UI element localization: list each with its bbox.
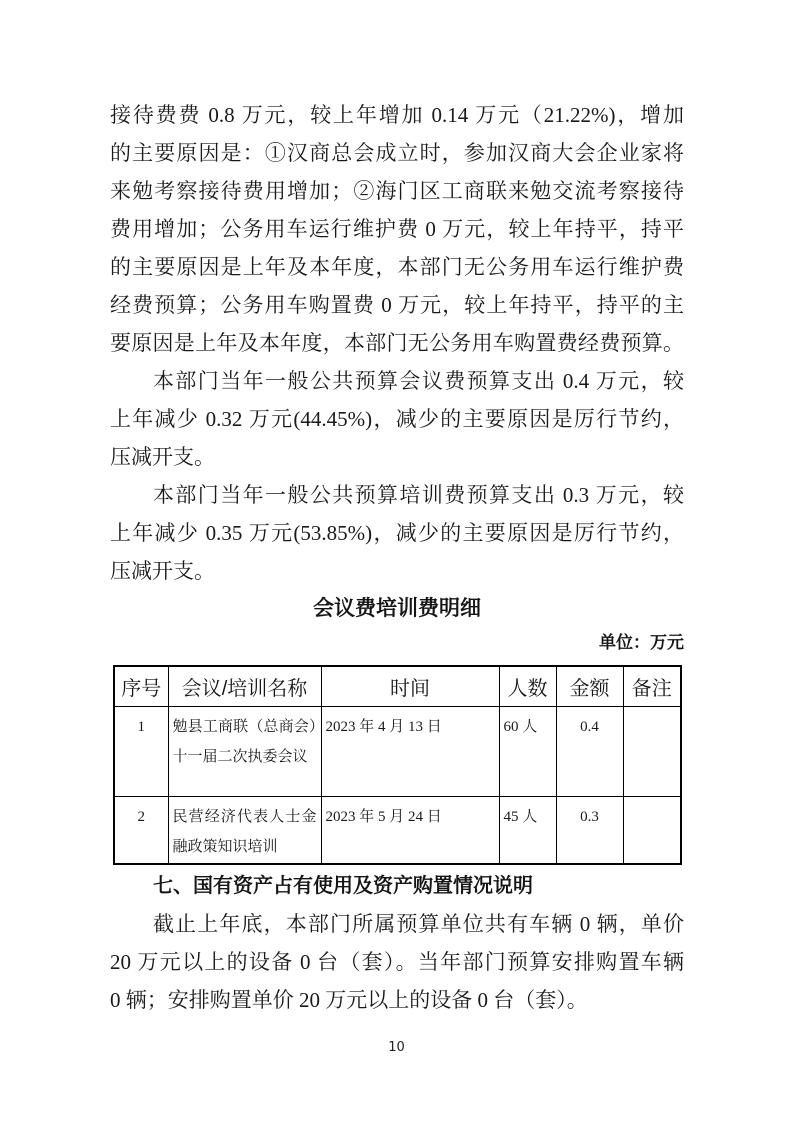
section-heading-state-assets: 七、国有资产占有使用及资产购置情况说明 — [153, 875, 533, 897]
column-header-serial: 序号 — [114, 666, 168, 706]
cell-serial: 1 — [114, 706, 168, 796]
cell-name: 民营经济代表人士金融政策知识培训 — [168, 796, 321, 864]
table-row — [114, 706, 681, 796]
paragraph-line: 上年减少 0.35 万元(53.85%)，减少的主要原因是厉行节约， — [110, 521, 684, 545]
expense-explanation-section — [110, 96, 684, 590]
paragraph-line: 本部门当年一般公共预算会议费预算支出 0.4 万元，较 — [153, 369, 684, 393]
cell-people: 60 人 — [499, 706, 556, 796]
paragraph-line: 的主要原因是上年及本年度，本部门无公务用车运行维护费 — [110, 255, 684, 279]
paragraph-line: 压减开支。 — [110, 445, 215, 469]
page-number: 10 — [388, 1040, 405, 1055]
column-header-people: 人数 — [499, 666, 556, 706]
unit-label: 单位：万元 — [599, 633, 684, 652]
cell-time: 2023 年 4 月 13 日 — [321, 706, 499, 796]
paragraph-line: 上年减少 0.32 万元(44.45%)，减少的主要原因是厉行节约， — [110, 407, 684, 431]
table-row — [114, 796, 681, 864]
column-header-time: 时间 — [321, 666, 499, 706]
paragraph-line: 截止上年底，本部门所属预算单位共有车辆 0 辆，单价 — [153, 912, 684, 936]
cell-amount: 0.4 — [556, 706, 623, 796]
cell-serial: 2 — [114, 796, 168, 864]
cell-time: 2023 年 5 月 24 日 — [321, 796, 499, 864]
state-assets-section — [110, 905, 684, 1019]
cell-name: 勉县工商联（总商会）十一届二次执委会议 — [168, 706, 321, 796]
table-title: 会议费培训费明细 — [313, 597, 481, 620]
paragraph-line: 要原因是上年及本年度，本部门无公务用车购置费经费预算。 — [110, 331, 684, 355]
paragraph-line: 来勉考察接待费用增加；②海门区工商联来勉交流考察接待 — [110, 179, 684, 203]
cell-note — [623, 796, 681, 864]
paragraph-line: 经费预算；公务用车购置费 0 万元，较上年持平，持平的主 — [110, 293, 684, 317]
paragraph-line: 20 万元以上的设备 0 台（套）。当年部门预算安排购置车辆 — [110, 950, 684, 974]
paragraph-line: 的主要原因是：①汉商总会成立时，参加汉商大会企业家将 — [110, 141, 684, 165]
column-header-amount: 金额 — [556, 666, 623, 706]
column-header-note: 备注 — [623, 666, 681, 706]
paragraph-line: 0 辆；安排购置单价 20 万元以上的设备 0 台（套）。 — [110, 988, 588, 1012]
meeting-training-table — [113, 665, 682, 865]
column-header-name: 会议/培训名称 — [168, 666, 321, 706]
cell-people: 45 人 — [499, 796, 556, 864]
paragraph-line: 压减开支。 — [110, 559, 215, 583]
paragraph-line: 本部门当年一般公共预算培训费预算支出 0.3 万元，较 — [153, 483, 684, 507]
cell-amount: 0.3 — [556, 796, 623, 864]
cell-note — [623, 706, 681, 796]
paragraph-line: 接待费费 0.8 万元，较上年增加 0.14 万元（21.22%)，增加 — [110, 103, 684, 127]
paragraph-line: 费用增加；公务用车运行维护费 0 万元，较上年持平，持平 — [110, 217, 684, 241]
table-header-row — [114, 666, 681, 706]
